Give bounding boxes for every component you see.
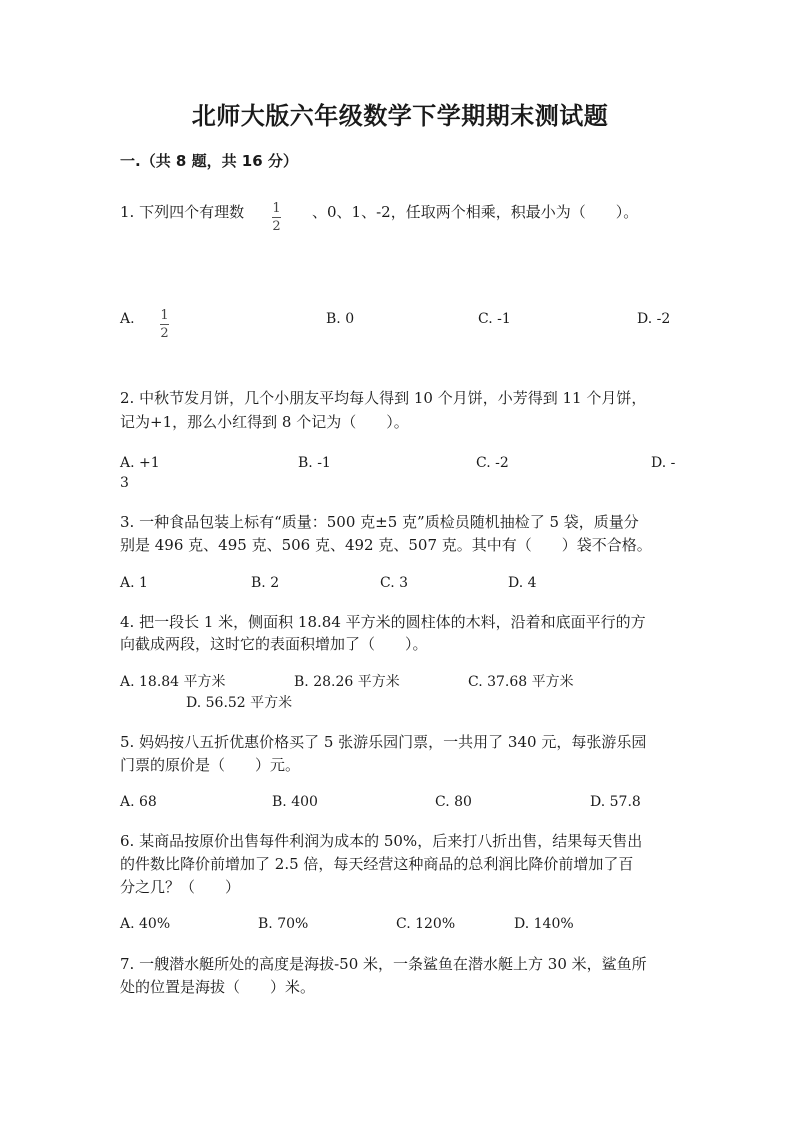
question-6-option-a: A. 40% — [120, 916, 171, 932]
page-title: 北师大版六年级数学下学期期末测试题 — [191, 102, 609, 130]
question-5-option-c: C. 80 — [435, 794, 472, 810]
question-3-option-b: B. 2 — [251, 575, 280, 591]
question-3-option-a: A. 1 — [120, 575, 148, 591]
question-6-option-c: C. 120% — [396, 916, 456, 932]
question-5-option-d: D. 57.8 — [590, 794, 641, 810]
question-1-prefix: 1. 下列四个有理数 — [120, 203, 245, 221]
question-1-suffix: 、0、1、-2，任取两个相乘，积最小为（ ）。 — [312, 203, 639, 221]
question-3-line-2: 别是 496 克、495 克、506 克、492 克、507 克。其中有（ ）袋不合格。 — [120, 536, 652, 554]
question-2-option-d-continued: 3 — [120, 475, 129, 491]
question-2-option-a: A. +1 — [120, 455, 160, 471]
question-1-option-c: C. -1 — [478, 311, 511, 327]
question-5-line-1: 5. 妈妈按八五折优惠价格买了 5 张游乐园门票，一共用了 340 元，每张游乐园 — [120, 733, 647, 751]
section-heading: 一.（共 8 题，共 16 分） — [120, 152, 298, 170]
question-4-line-1: 4. 把一段长 1 米，侧面积 18.84 平方米的圆柱体的木料，沿着和底面平行的方 — [120, 613, 646, 631]
question-2-option-d: D. - — [651, 455, 676, 471]
question-3-line-1: 3. 一种食品包装上标有“质量：500 克±5 克”质检员随机抽检了 5 袋，质量分 — [120, 513, 639, 531]
fraction-bar — [272, 217, 281, 218]
question-5-option-a: A. 68 — [120, 794, 157, 810]
fraction-numerator: 1 — [272, 201, 281, 216]
question-6-option-b: B. 70% — [258, 916, 309, 932]
question-2-line-2: 记为+1，那么小红得到 8 个记为（ ）。 — [120, 413, 409, 431]
question-2-line-1: 2. 中秋节发月饼，几个小朋友平均每人得到 10 个月饼，小芳得到 11 个月饼， — [120, 389, 647, 407]
question-1-option-a-fraction — [160, 304, 169, 340]
question-5-line-2: 门票的原价是（ ）元。 — [120, 756, 301, 774]
fraction-bar — [160, 324, 169, 325]
question-1-option-d: D. -2 — [637, 311, 671, 327]
question-4-option-a: A. 18.84 平方米 — [120, 674, 226, 690]
question-2-option-c: C. -2 — [476, 455, 509, 471]
question-2-option-b: B. -1 — [298, 455, 331, 471]
fraction-numerator: 1 — [160, 308, 169, 323]
question-7-line-2: 处的位置是海拔（ ）米。 — [120, 978, 316, 996]
question-1-option-a: A. — [120, 311, 135, 327]
question-3-option-c: C. 3 — [380, 575, 409, 591]
question-1-fraction — [272, 197, 281, 233]
question-6-line-3: 分之几？（ ） — [120, 878, 241, 896]
fraction-denominator: 2 — [160, 326, 169, 341]
question-3-option-d: D. 4 — [508, 575, 537, 591]
question-4-line-2: 向截成两段，这时它的表面积增加了（ ）。 — [120, 635, 428, 653]
question-6-option-d: D. 140% — [514, 916, 574, 932]
question-7-line-1: 7. 一艘潜水艇所处的高度是海拔-50 米，一条鲨鱼在潜水艇上方 30 米，鲨鱼所 — [120, 955, 647, 973]
question-6-line-2: 的件数比降价前增加了 2.5 倍，每天经营这种商品的总利润比降价前增加了百 — [120, 855, 634, 873]
question-4-option-b: B. 28.26 平方米 — [294, 674, 400, 690]
fraction-denominator: 2 — [272, 219, 281, 234]
question-4-option-d: D. 56.52 平方米 — [186, 695, 293, 711]
question-6-line-1: 6. 某商品按原价出售每件利润为成本的 50%，后来打八折出售，结果每天售出 — [120, 832, 643, 850]
question-1-option-b: B. 0 — [326, 311, 355, 327]
question-4-option-c: C. 37.68 平方米 — [468, 674, 574, 690]
question-5-option-b: B. 400 — [272, 794, 318, 810]
